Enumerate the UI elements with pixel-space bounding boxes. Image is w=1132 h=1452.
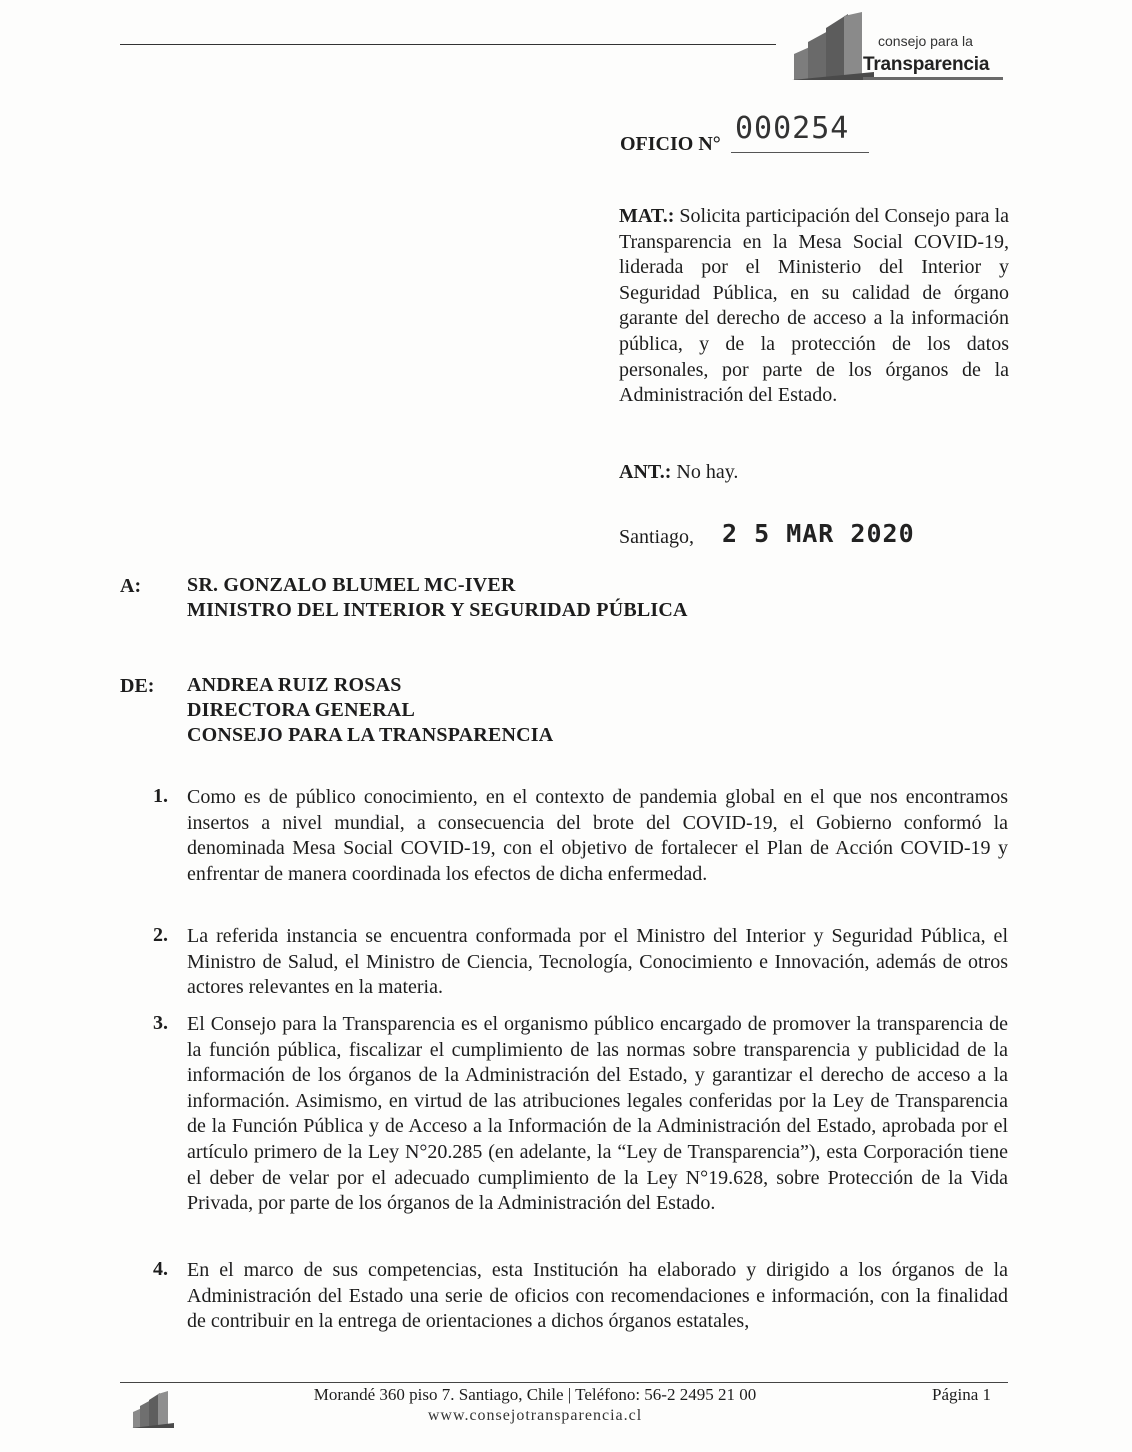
header-rule xyxy=(120,44,776,45)
paragraph-text: El Consejo para la Transparencia es el organismo público encargado de promover la transparencia de la función pública, fiscalizar el cumplimiento de las normas sobre transparencia y publicidad de la información de los órganos de la Administración del Estado, y garantizar el derecho de acceso a la información. Asimismo, en virtud de las atribuciones legales conferidas por la Ley de Transparencia de la Función Pública y de Acceso a la Información de la Administración del Estado, aprobada por el artículo primero de la Ley N°20.285 (en adelante, la “Ley de Transparencia”), esta Corporación tiene el deber de velar por el adecuado cumplimiento de la Ley N°19.628, sobre Protección de la Vida Privada, por parte de los órganos de la Administración del Estado. xyxy=(187,1013,1008,1215)
mat-text: Solicita participación del Consejo para la Transparencia en la Mesa Social COVID-19, liderada por el Ministerio del Interior y Seguridad Pública, en su calidad de órgano garante del derecho de acceso a la información pública, y de la protección de los datos personales, por parte de los órganos de la Administración del Estado. xyxy=(619,205,1010,407)
mat-label: MAT.: xyxy=(619,205,675,227)
ant-text: No hay. xyxy=(676,461,739,483)
ant-label: ANT.: xyxy=(619,461,672,483)
date-stamp: 2 5 MAR 2020 xyxy=(722,519,915,548)
to-label: A: xyxy=(120,575,142,597)
paragraph-text: Como es de público conocimiento, en el contexto de pandemia global en el que nos encontramos insertos a nivel mundial, a consecuencia del brote del COVID-19, el Gobierno conformó la denominada Mesa Social COVID-19, con el objetivo de fortalecer el Plan de Acción COVID-19 y enfrentar de manera coordinada los efectos de dicha enfermedad. xyxy=(187,786,1008,885)
from-name: ANDREA RUIZ ROSAS xyxy=(187,674,402,696)
to-name: SR. GONZALO BLUMEL MC-IVER xyxy=(187,574,516,596)
oficio-label: OFICIO N° xyxy=(620,133,721,155)
from-label: DE: xyxy=(120,675,155,697)
paragraph-text: La referida instancia se encuentra conformada por el Ministro del Interior y Seguridad Pública, el Ministro de Salud, el Ministro de Ciencia, Tecnología, Conocimiento e Innovación, además de otros actores relevantes en la materia. xyxy=(187,925,1008,999)
paragraph-number: 2. xyxy=(153,924,168,946)
oficio-number: 000254 xyxy=(735,111,850,146)
paragraph-number: 3. xyxy=(153,1012,168,1034)
footer-address: Morandé 360 piso 7. Santiago, Chile | Teléfono: 56-2 2495 21 00 xyxy=(313,1385,757,1404)
cplt-logo-icon xyxy=(792,10,874,82)
from-organization: CONSEJO PARA LA TRANSPARENCIA xyxy=(187,724,554,746)
from-block xyxy=(187,673,553,748)
to-title: MINISTRO DEL INTERIOR Y SEGURIDAD PÚBLICA xyxy=(187,599,688,621)
cplt-logo xyxy=(792,10,1012,84)
logo-text-consejo: consejo para la xyxy=(878,33,973,49)
logo-underline xyxy=(863,77,1003,80)
place-label: Santiago, xyxy=(619,526,694,548)
footer-logo-icon xyxy=(132,1390,174,1430)
paragraph-text: En el marco de sus competencias, esta Institución ha elaborado y dirigido a los órganos de la Administración del Estado una serie de oficios con recomendaciones e información, con la finalidad de contribuir en la entrega de orientaciones a dichos órganos estatales, xyxy=(187,1259,1008,1333)
footer-page-number: Página 1 xyxy=(932,1385,992,1404)
ant-block xyxy=(619,460,1009,486)
paragraph-number: 4. xyxy=(153,1258,168,1280)
logo-text-transparencia: Transparencia xyxy=(863,54,990,75)
footer-website: www.consejotransparencia.cl xyxy=(427,1407,643,1424)
from-title: DIRECTORA GENERAL xyxy=(187,699,416,721)
footer-rule xyxy=(120,1382,1008,1383)
paragraph-number: 1. xyxy=(153,785,168,807)
oficio-number-rule xyxy=(731,152,869,153)
to-block xyxy=(187,573,688,623)
mat-block xyxy=(619,204,1009,409)
